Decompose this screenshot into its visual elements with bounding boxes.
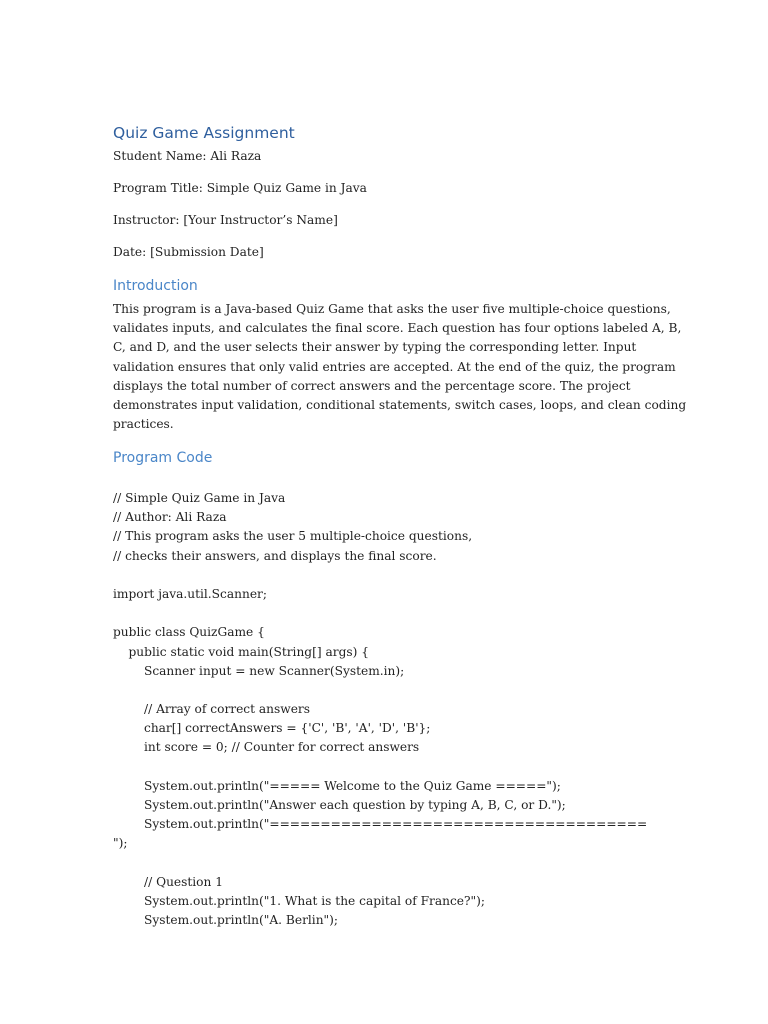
- code-line: // Author: Ali Raza: [113, 510, 227, 525]
- code-line: int score = 0; // Counter for correct answers: [113, 740, 420, 755]
- submission-date: Date: [Submission Date]: [113, 245, 264, 259]
- code-line: public static void main(String[] args) {: [113, 644, 370, 659]
- code-line: public class QuizGame {: [113, 625, 265, 640]
- code-line: // Simple Quiz Game in Java: [113, 491, 286, 505]
- code-block: [113, 489, 647, 930]
- student-name: Student Name: Ali Raza: [113, 149, 262, 163]
- code-line: [113, 681, 647, 700]
- program-code-heading: Program Code: [113, 450, 213, 466]
- code-line: [113, 854, 647, 873]
- instructor: Instructor: [Your Instructor’s Name]: [113, 213, 338, 227]
- paragraph-line: This program is a Java-based Quiz Game that asks the user five multiple-choice questions,: [113, 302, 671, 316]
- paragraph-line: validates inputs, and calculates the final score. Each question has four options labeled A, B,: [113, 321, 682, 336]
- code-line: System.out.println("===== Welcome to the Quiz Game =====");: [113, 778, 561, 793]
- paragraph-line: C, and D, and the user selects their answer by typing the corresponding letter. Input: [113, 340, 637, 355]
- code-line: [113, 758, 647, 777]
- code-line: // This program asks the user 5 multiple-choice questions,: [113, 529, 473, 544]
- document-title: Quiz Game Assignment: [113, 124, 295, 142]
- code-line: System.out.println("1. What is the capital of France?");: [113, 893, 486, 908]
- code-line: // Array of correct answers: [113, 702, 310, 717]
- code-line: [113, 604, 647, 623]
- paragraph-line: displays the total number of correct answers and the percentage score. The project: [113, 378, 631, 393]
- code-line: // checks their answers, and displays the final score.: [113, 548, 437, 563]
- code-line: Scanner input = new Scanner(System.in);: [113, 663, 405, 678]
- code-line: char[] correctAnswers = {'C', 'B', 'A', 'D', 'B'};: [113, 721, 431, 736]
- code-line: System.out.println("=====================================: [113, 817, 648, 832]
- introduction-heading: Introduction: [113, 278, 198, 294]
- code-line: ");: [113, 836, 128, 851]
- paragraph-line: validation ensures that only valid entries are accepted. At the end of the quiz, the program: [113, 359, 676, 374]
- code-line: [113, 566, 647, 585]
- code-line: import java.util.Scanner;: [113, 586, 267, 601]
- code-line: System.out.println("Answer each question by typing A, B, C, or D.");: [113, 798, 566, 812]
- paragraph-line: practices.: [113, 417, 174, 432]
- paragraph-line: demonstrates input validation, conditional statements, switch cases, loops, and clean coding: [113, 398, 687, 413]
- introduction-paragraph: [113, 300, 687, 434]
- program-title: Program Title: Simple Quiz Game in Java: [113, 181, 367, 195]
- code-line: System.out.println("A. Berlin");: [113, 913, 339, 928]
- code-line: // Question 1: [113, 874, 223, 889]
